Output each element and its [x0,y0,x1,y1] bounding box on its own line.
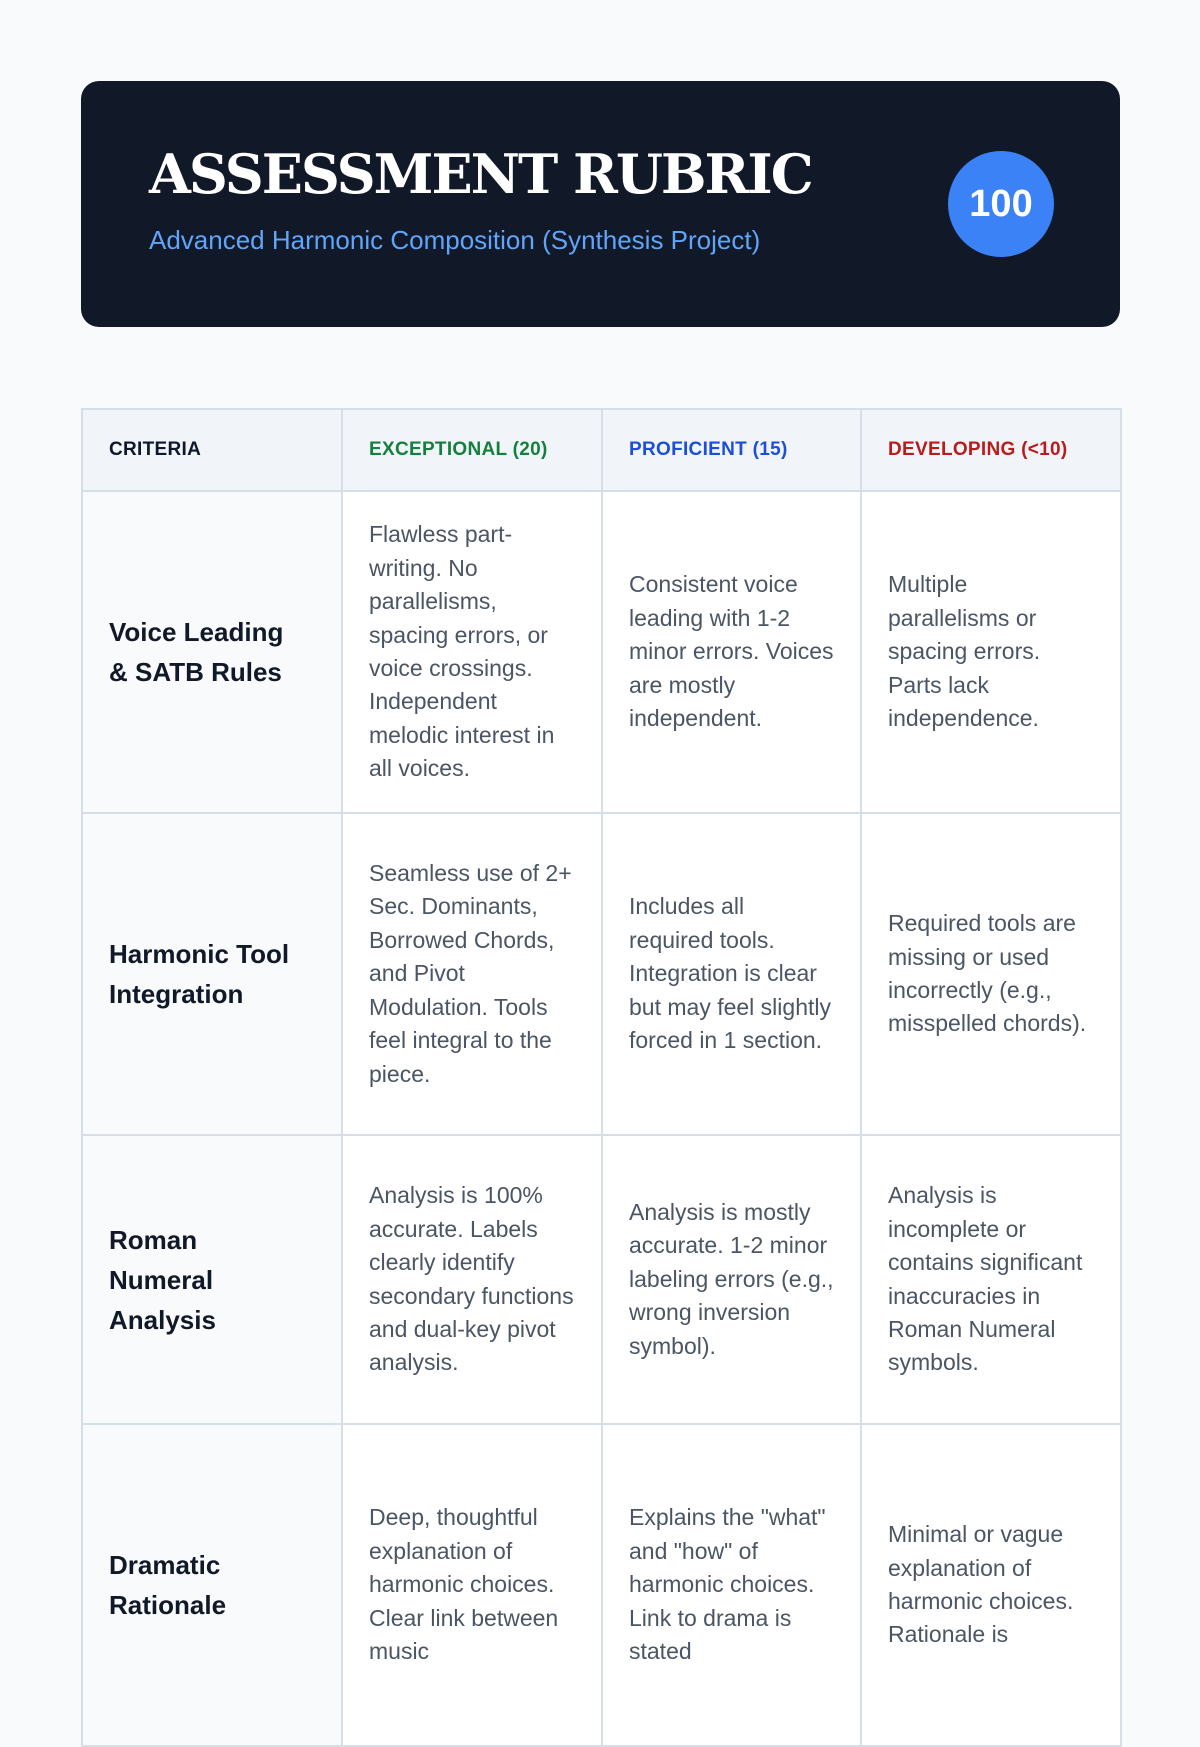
criteria-cell: Dramatic Rationale [82,1424,342,1746]
exceptional-cell: Deep, thoughtful explanation of harmonic choices. Clear link between music [342,1424,602,1746]
column-header-proficient: PROFICIENT (15) [602,409,861,491]
developing-cell: Required tools are missing or used incorrectly (e.g., misspelled chords). [861,813,1121,1135]
proficient-cell: Analysis is mostly accurate. 1-2 minor labeling errors (e.g., wrong inversion symbol). [602,1135,861,1424]
proficient-cell: Includes all required tools. Integration is clear but may feel slightly forced in 1 section. [602,813,861,1135]
criteria-cell: Roman Numeral Analysis [82,1135,342,1424]
page-title: ASSESSMENT RUBRIC [149,142,812,206]
table-row [82,491,1121,813]
exceptional-cell: Flawless part-writing. No parallelisms, spacing errors, or voice crossings. Independent melodic interest in all voices. [342,491,602,813]
developing-cell: Analysis is incomplete or contains significant inaccuracies in Roman Numeral symbols. [861,1135,1121,1424]
column-header-exceptional: EXCEPTIONAL (20) [342,409,602,491]
developing-cell: Minimal or vague explanation of harmonic choices. Rationale is [861,1424,1121,1746]
exceptional-cell: Analysis is 100% accurate. Labels clearly identify secondary functions and dual-key pivot analysis. [342,1135,602,1424]
rubric-table [81,408,1122,1747]
table-row [82,1135,1121,1424]
column-header-criteria: CRITERIA [82,409,342,491]
criteria-cell: Voice Leading & SATB Rules [82,491,342,813]
exceptional-cell: Seamless use of 2+ Sec. Dominants, Borrowed Chords, and Pivot Modulation. Tools feel integral to the piece. [342,813,602,1135]
page-subtitle: Advanced Harmonic Composition (Synthesis Project) [149,225,761,255]
rubric-page [81,81,1120,1665]
table-row [82,813,1121,1135]
table-row [82,1424,1121,1746]
developing-cell: Multiple parallelisms or spacing errors. Parts lack independence. [861,491,1121,813]
proficient-cell: Consistent voice leading with 1-2 minor errors. Voices are mostly independent. [602,491,861,813]
criteria-cell: Harmonic Tool Integration [82,813,342,1135]
header-banner [81,81,1120,327]
total-score-badge: 100 [948,151,1054,257]
proficient-cell: Explains the "what" and "how" of harmonic choices. Link to drama is stated [602,1424,861,1746]
column-header-developing: DEVELOPING (<10) [861,409,1121,491]
table-header-row [82,409,1121,491]
